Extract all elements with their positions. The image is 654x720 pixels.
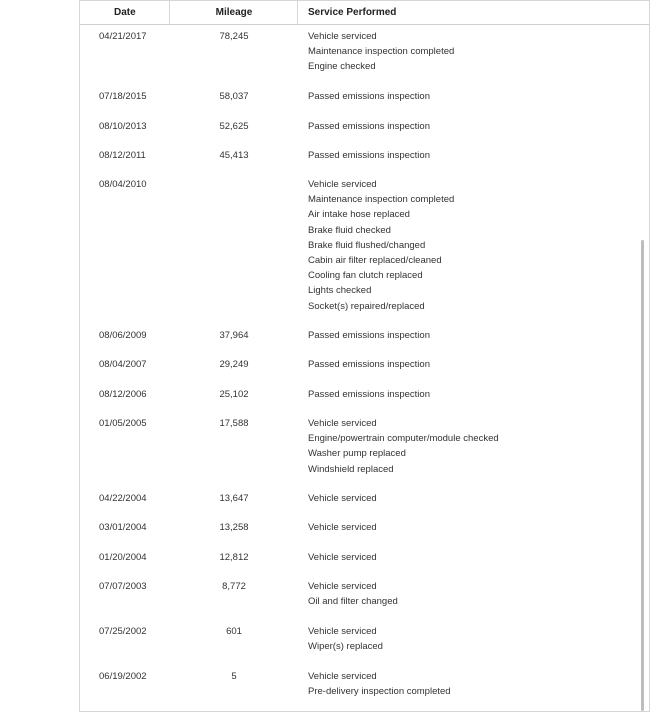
header-mileage: Mileage — [215, 7, 253, 18]
row-mileage: 13,647 — [219, 493, 249, 504]
row-date: 08/04/2010 — [99, 179, 147, 190]
row-services — [308, 624, 643, 654]
row-date: 03/01/2004 — [99, 522, 147, 533]
row-mileage: 52,625 — [219, 121, 249, 132]
row-date: 01/20/2004 — [99, 552, 147, 563]
row-date: 04/21/2017 — [99, 31, 147, 42]
row-services — [308, 669, 643, 699]
row-mileage: 17,588 — [219, 418, 249, 429]
scrollbar[interactable] — [641, 240, 644, 711]
service-item: Vehicle serviced — [308, 522, 377, 533]
service-item: Vehicle serviced — [308, 31, 377, 42]
row-services — [308, 357, 643, 372]
row-mileage: 601 — [226, 626, 242, 637]
service-item: Lights checked — [308, 285, 372, 297]
service-item: Engine checked — [308, 61, 376, 73]
service-item: Vehicle serviced — [308, 671, 377, 682]
row-services — [308, 177, 643, 314]
row-mileage: 58,037 — [219, 91, 249, 102]
row-mileage: 25,102 — [219, 389, 249, 400]
service-item: Vehicle serviced — [308, 626, 377, 637]
service-item: Passed emissions inspection — [308, 389, 430, 400]
row-date: 06/19/2002 — [99, 671, 147, 682]
service-item: Oil and filter changed — [308, 596, 398, 608]
service-item: Vehicle serviced — [308, 179, 377, 190]
row-services — [308, 387, 643, 402]
service-item: Wiper(s) replaced — [308, 641, 383, 653]
row-services — [308, 491, 643, 506]
row-date: 07/18/2015 — [99, 91, 147, 102]
service-item: Socket(s) repaired/replaced — [308, 300, 425, 312]
row-date: 07/25/2002 — [99, 626, 147, 637]
row-date: 08/10/2013 — [99, 121, 147, 132]
service-item: Engine/powertrain computer/module checked — [308, 433, 499, 445]
service-item: Cabin air filter replaced/cleaned — [308, 255, 442, 267]
row-mileage: 45,413 — [219, 150, 249, 161]
row-date: 08/04/2007 — [99, 359, 147, 370]
table-header — [80, 0, 649, 25]
service-item: Washer pump replaced — [308, 448, 406, 460]
row-services — [308, 550, 643, 565]
row-mileage: 78,245 — [219, 31, 249, 42]
service-item: Windshield replaced — [308, 463, 394, 475]
service-item: Brake fluid checked — [308, 224, 391, 236]
row-mileage: 13,258 — [219, 522, 249, 533]
row-mileage: 5 — [231, 671, 237, 682]
row-services — [308, 328, 643, 343]
service-item: Cooling fan clutch replaced — [308, 270, 423, 282]
row-services — [308, 29, 643, 75]
row-services — [308, 148, 643, 163]
row-mileage: 8,772 — [222, 581, 246, 592]
service-item: Vehicle serviced — [308, 493, 377, 504]
service-item: Vehicle serviced — [308, 581, 377, 592]
row-date: 04/22/2004 — [99, 493, 147, 504]
row-mileage: 29,249 — [219, 359, 249, 370]
row-date: 08/12/2011 — [99, 150, 146, 161]
service-item: Passed emissions inspection — [308, 359, 430, 370]
service-item: Vehicle serviced — [308, 552, 377, 563]
row-mileage: 12,812 — [219, 552, 249, 563]
service-item: Passed emissions inspection — [308, 91, 430, 102]
service-item: Pre-delivery inspection completed — [308, 686, 451, 698]
header-divider — [297, 1, 298, 25]
row-date: 07/07/2003 — [99, 581, 147, 592]
service-item: Passed emissions inspection — [308, 150, 430, 161]
row-services — [308, 416, 643, 477]
service-item: Maintenance inspection completed — [308, 194, 455, 206]
header-service: Service Performed — [308, 7, 397, 18]
service-history-table — [79, 0, 650, 712]
service-item: Passed emissions inspection — [308, 330, 430, 341]
row-services — [308, 89, 643, 104]
service-item: Passed emissions inspection — [308, 121, 430, 132]
service-item: Brake fluid flushed/changed — [308, 239, 426, 251]
service-item: Maintenance inspection completed — [308, 46, 455, 58]
row-date: 08/06/2009 — [99, 330, 147, 341]
row-date: 08/12/2006 — [99, 389, 147, 400]
row-mileage: 37,964 — [219, 330, 249, 341]
header-date: Date — [114, 7, 136, 18]
service-item: Air intake hose replaced — [308, 209, 410, 221]
service-item: Vehicle serviced — [308, 418, 377, 429]
row-date: 01/05/2005 — [99, 418, 147, 429]
row-services — [308, 579, 643, 609]
row-services — [308, 520, 643, 535]
row-services — [308, 119, 643, 134]
